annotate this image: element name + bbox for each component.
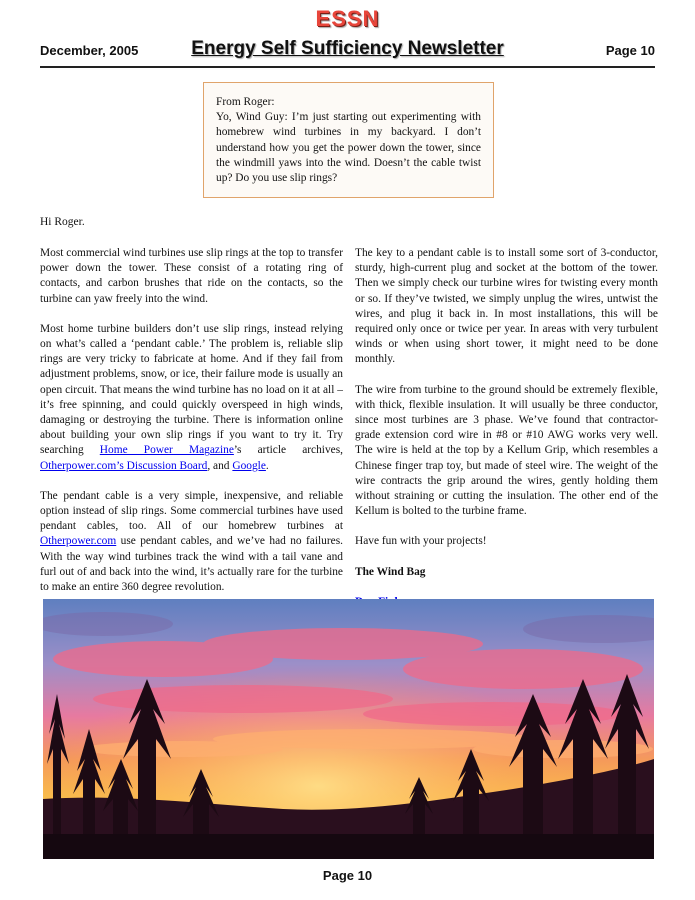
paragraph-text: Most home turbine builders don’t use slip rings, instead relying on what’s called a ‘pendant cable.’ The problem is, reliable slip rings are very tricky to fabricate at home. And if they fail from adjustment problems, snow, or ice, their failure mode is usually an open circuit. That means the wind turbine has no load on it at all – it’s free spinning, and could quickly overspeed in high winds, damaging or destroying the turbine. There is information online about building your own slip rings if you want to try it. Try searching: [40, 322, 343, 457]
reader-letter-box: [203, 82, 494, 198]
paragraph-text: ’s article archives,: [233, 444, 343, 457]
newsletter-title: Energy Self Sufficiency Newsletter: [191, 38, 504, 59]
paragraph-pendant-cable: [40, 322, 343, 474]
home-power-magazine-link[interactable]: Home Power Magazine: [99, 444, 234, 457]
article-column-right: [355, 246, 658, 625]
letter-from: From Roger:: [216, 96, 275, 108]
reply-greeting: Hi Roger.: [40, 216, 85, 228]
paragraph-text: The pendant cable is a very simple, inexpensive, and reliable option instead of slip rings. Some commercial turbines have used pendant cables, too. All of our homebrew turbines at: [40, 489, 343, 533]
newsletter-header: [40, 40, 655, 68]
header-page-number: Page 10: [605, 43, 655, 58]
paragraph-text: , and: [207, 459, 233, 472]
paragraph-closing: Have fun with your projects!: [355, 535, 487, 548]
paragraph-flexible-wire: The wire from turbine to the ground should be extremely flexible, with thick, flexible insulation. It will usually be three conductor, since most turbines are 3 phase. We’ve found that contractor-grade extension cord wire in #8 or #10 AWG works very well. The wire is held at the top by a Kellum Grip, which resembles a Chinese finger trap toy, but made of steel wire. The weight of the wire contracts the grip around the wires, gently holding them without straining or cutting the insulation. The other end of the Kellum is bolted to the turbine frame.: [355, 383, 658, 518]
otherpower-discussion-board-link[interactable]: Otherpower.com’s Discussion Board: [40, 459, 208, 472]
letter-body: Yo, Wind Guy: I’m just starting out experimenting with homebrew wind turbines in my backyard. I don’t understand how you get the power down the tower, since the windmill yaws into the wind. Doesn’t the cable twist up? Do you use slip rings?: [216, 111, 481, 185]
signoff: The Wind Bag: [355, 565, 426, 578]
sunset-photo: [43, 599, 654, 859]
paragraph-pendant-option: [40, 489, 343, 595]
footer-page-number: Page 10: [322, 868, 373, 883]
paragraph-text: .: [265, 459, 269, 472]
article-column-left: [40, 246, 343, 610]
essn-logo: ESSN: [315, 6, 380, 31]
paragraph-slip-rings: Most commercial wind turbines use slip rings at the top to transfer power down the tower. These consist of a rotating ring of contacts, and carbon brushes that ride on the contacts, so the turbine can yaw freely into the wind.: [40, 247, 343, 305]
paragraph-text: use pendant cables, and we’ve had no failures. With the way wind turbines track the wind with a tail vane and furl out of and back into the wind, it’s actually rare for the turbine to make an entire 360 degree revolution.: [40, 535, 343, 594]
paragraph-plug-socket: The key to a pendant cable is to install some sort of 3-conductor, sturdy, high-current plug and socket at the bottom of the tower. Then we simply check our turbine wires for twisting every month or so. If they’ve twisted, we simply unplug the wires, untwist the wires, and plug it back in. In most installations, this will be required only once or twice per year. In areas with very turbulent winds or when using short tower, it might need to be done monthly.: [355, 247, 658, 366]
google-link[interactable]: Google: [232, 459, 266, 472]
issue-date: December, 2005: [40, 43, 139, 58]
otherpower-link[interactable]: Otherpower.com: [40, 535, 117, 548]
sunset-landscape-image: [43, 599, 654, 859]
